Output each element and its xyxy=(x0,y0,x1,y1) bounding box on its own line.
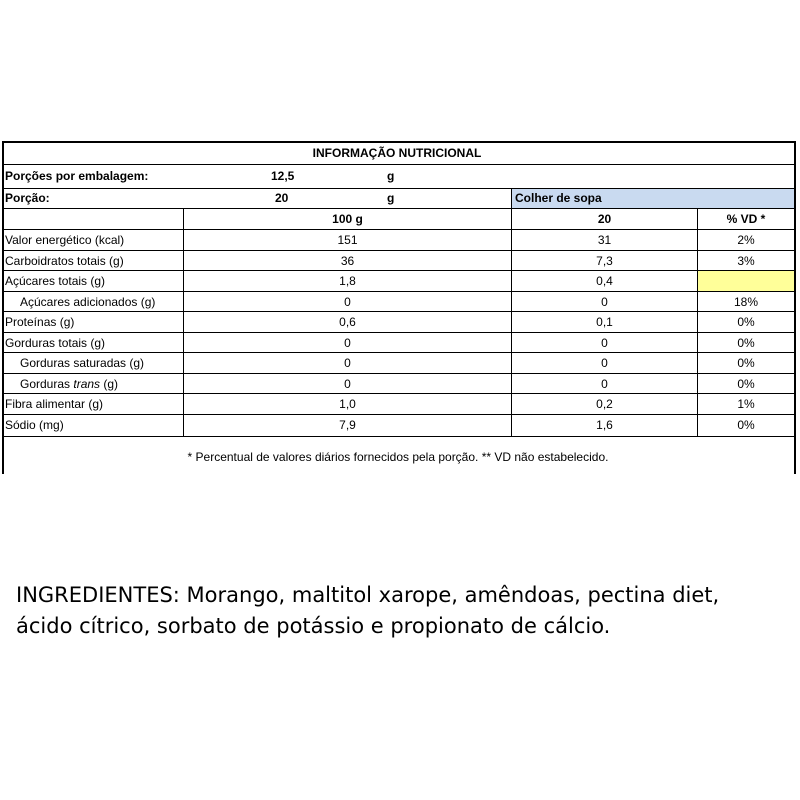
vd-highlight xyxy=(698,271,794,291)
row-value-vd: 18% xyxy=(733,295,759,309)
portion-value: 20 xyxy=(275,191,289,205)
row-name: Gorduras trans (g) xyxy=(20,377,119,391)
row-value-vd: 0% xyxy=(737,315,755,329)
row-value-100g: 1,0 xyxy=(339,397,356,411)
row-value-vd: 0% xyxy=(737,377,755,391)
row-value-100g: 0 xyxy=(344,336,351,350)
row-value-100g: 0,6 xyxy=(339,315,356,329)
row-value-portion: 0 xyxy=(601,295,608,309)
row-value-vd: 1% xyxy=(737,397,755,411)
row-value-vd: 3% xyxy=(737,254,755,268)
row-name: Sódio (mg) xyxy=(5,418,64,432)
row-value-100g: 0 xyxy=(344,295,351,309)
row-name: Fibra alimentar (g) xyxy=(5,397,104,411)
ingredients-text: INGREDIENTES: Morango, maltitol xarope, amêndoas, pectina diet, ácido cítrico, sorbato de potássio e propionato de cálcio. xyxy=(16,583,720,638)
row-value-portion: 31 xyxy=(597,233,612,247)
household-measure: Colher de sopa xyxy=(515,191,602,205)
row-name: Açúcares totais (g) xyxy=(5,274,106,288)
row-value-vd: 0% xyxy=(737,418,755,432)
row-value-portion: 0 xyxy=(601,356,608,370)
table-title: INFORMAÇÃO NUTRICIONAL xyxy=(312,146,482,160)
row-value-portion: 0 xyxy=(601,336,608,350)
row-name: Gorduras totais (g) xyxy=(5,336,106,350)
row-value-100g: 36 xyxy=(340,254,355,268)
portion-label: Porção: xyxy=(5,191,50,205)
row-name: Carboidratos totais (g) xyxy=(5,254,124,268)
header-100g: 100 g xyxy=(332,212,363,226)
row-value-portion: 0,2 xyxy=(596,397,613,411)
row-value-vd: 0% xyxy=(737,356,755,370)
row-value-vd: 2% xyxy=(737,233,755,247)
row-value-portion: 0,1 xyxy=(596,315,613,329)
row-value-vd: 0% xyxy=(737,336,755,350)
row-value-portion: 7,3 xyxy=(596,254,613,268)
portions-label: Porções por embalagem: xyxy=(5,169,149,183)
header-vd: % VD * xyxy=(726,212,766,226)
portion-unit: g xyxy=(387,191,395,205)
rule xyxy=(2,164,796,165)
row-name: Açúcares adicionados (g) xyxy=(20,295,156,309)
row-value-100g: 151 xyxy=(337,233,358,247)
row-value-100g: 0 xyxy=(344,356,351,370)
footnote: * Percentual de valores diários fornecidos pela porção. ** VD não estabelecido. xyxy=(187,450,609,464)
row-name: Gorduras saturadas (g) xyxy=(20,356,145,370)
row-name: Valor energético (kcal) xyxy=(5,233,125,247)
row-value-portion: 0,4 xyxy=(596,274,613,288)
row-value-100g: 1,8 xyxy=(339,274,356,288)
row-value-portion: 0 xyxy=(601,377,608,391)
row-value-portion: 1,6 xyxy=(596,418,613,432)
row-value-100g: 7,9 xyxy=(339,418,356,432)
portions-unit: g xyxy=(387,169,395,183)
row-name: Proteínas (g) xyxy=(5,315,75,329)
header-portion: 20 xyxy=(597,212,612,226)
portions-value: 12,5 xyxy=(271,169,295,183)
row-value-100g: 0 xyxy=(344,377,351,391)
rule xyxy=(2,436,796,437)
